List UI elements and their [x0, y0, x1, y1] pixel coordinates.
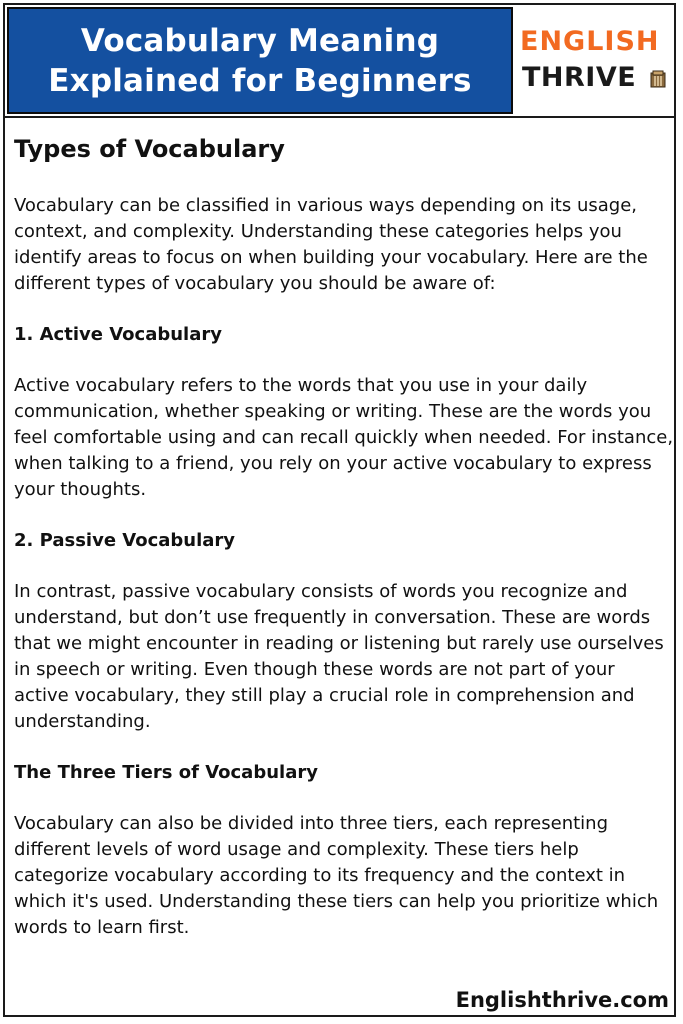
intro-paragraph: Vocabulary can be classified in various ways depending on its usage, context, and complexity. Understanding these categories helps you identify areas to focus on when building your vocabulary. Here are the different types of vocabulary you should be aware of: [14, 195, 648, 294]
header [3, 3, 676, 118]
section-heading: Types of Vocabulary [14, 135, 285, 163]
page-title-line-1: Vocabulary Meaning [80, 22, 440, 59]
english-thrive-logo [520, 25, 670, 105]
article-content [14, 132, 674, 966]
logo-text-thrive: THRIVE [522, 62, 637, 93]
passive-vocabulary-heading: 2. Passive Vocabulary [14, 530, 236, 551]
active-vocabulary-paragraph: Active vocabulary refers to the words that you use in your daily communication, whether speaking or writing. These are the words you feel comfortable using and can recall quickly when needed. For instance, when talking to a friend, you rely on your active vocabulary to express your thoughts. [14, 375, 674, 500]
three-tiers-heading: The Three Tiers of Vocabulary [14, 762, 318, 783]
site-url: Englishthrive.com [455, 988, 669, 1012]
three-tiers-paragraph: Vocabulary can also be divided into three tiers, each representing different levels of word usage and complexity. These tiers help categorize vocabulary according to its frequency and the context in which it's used. Understanding these tiers can help you prioritize which words to learn first. [14, 813, 659, 938]
book-icon [650, 70, 666, 88]
title-banner [7, 7, 513, 114]
passive-vocabulary-paragraph: In contrast, passive vocabulary consists of words you recognize and understand, but don’t use frequently in conversation. These are words that we might encounter in reading or listening but rarely use ourselves in speech or writing. Even though these words are not part of your active vocabulary, they still play a crucial role in comprehension and understanding. [14, 581, 664, 732]
logo-text-english: ENGLISH [520, 26, 660, 57]
active-vocabulary-heading: 1. Active Vocabulary [14, 324, 222, 345]
page-title-line-2: Explained for Beginners [48, 62, 472, 99]
